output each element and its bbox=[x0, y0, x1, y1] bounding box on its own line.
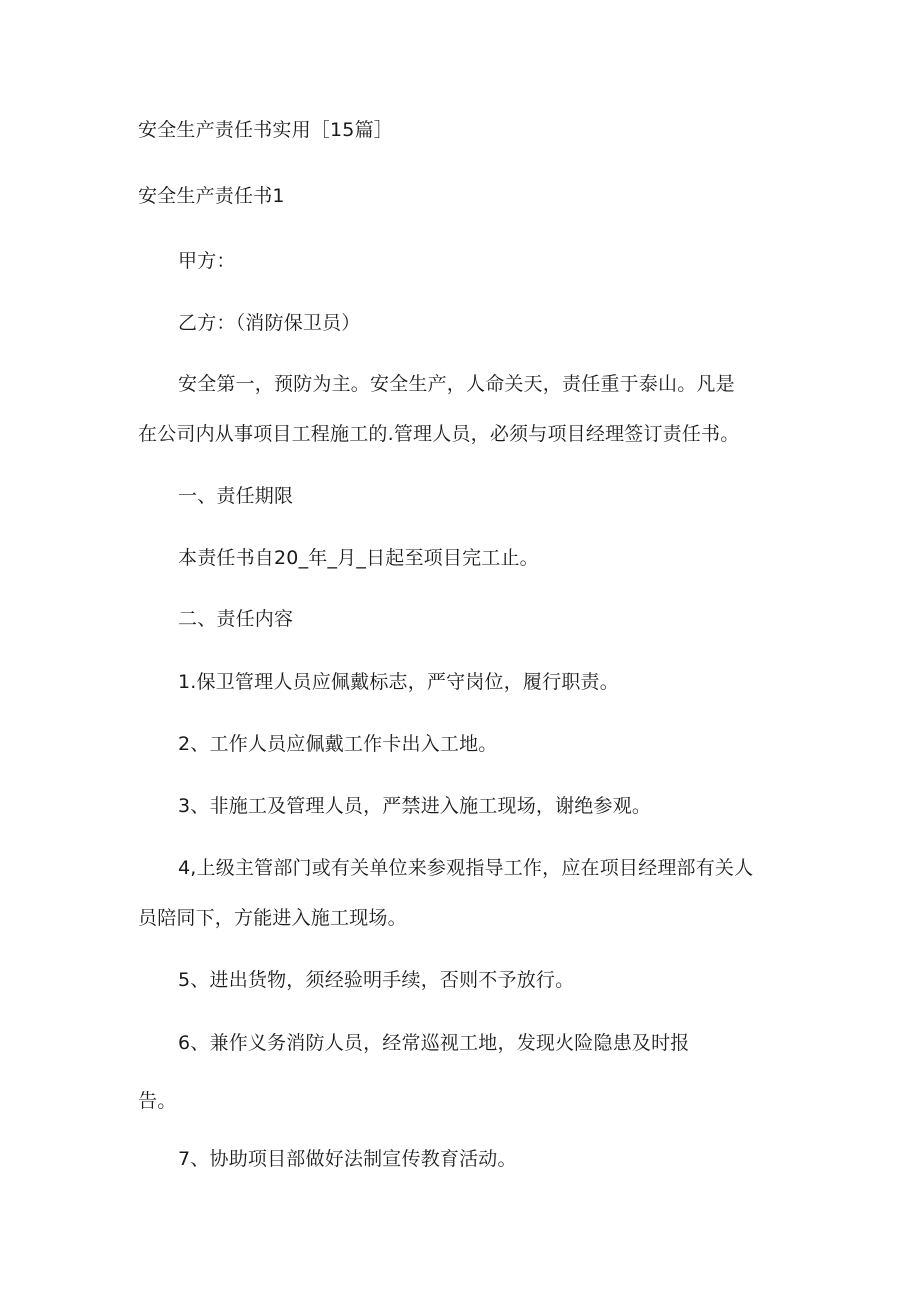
list-item: 5、进出货物，须经验明手续，否则不予放行。 bbox=[178, 969, 575, 991]
list-item-continuation: 告。 bbox=[138, 1090, 177, 1112]
list-item-continuation: 员陪同下，方能进入施工现场。 bbox=[138, 907, 407, 929]
document-title: 安全生产责任书实用［15篇］ bbox=[138, 119, 393, 141]
list-item: 7、协助项目部做好法制宣传教育活动。 bbox=[178, 1148, 517, 1170]
intro-paragraph-line2: 在公司内从事项目工程施工的.管理人员，必须与项目经理签订责任书。 bbox=[138, 423, 740, 445]
list-item: 6、兼作义务消防人员，经常巡视工地，发现火险隐患及时报 bbox=[178, 1032, 690, 1054]
section1-text: 本责任书自20_年_月_日起至项目完工止。 bbox=[178, 547, 539, 569]
section1-heading: 一、责任期限 bbox=[178, 485, 294, 507]
party-b-label: 乙方：（消防保卫员） bbox=[178, 312, 361, 334]
list-item: 2、工作人员应佩戴工作卡出入工地。 bbox=[178, 733, 498, 755]
list-item: 4,上级主管部门或有关单位来参观指导工作，应在项目经理部有关人 bbox=[178, 857, 754, 879]
list-item: 3、非施工及管理人员，严禁进入施工现场，谢绝参观。 bbox=[178, 795, 652, 817]
list-item: 1.保卫管理人员应佩戴标志，严守岗位，履行职责。 bbox=[178, 671, 619, 693]
intro-paragraph-line1: 安全第一，预防为主。安全生产，人命关天，责任重于泰山。凡是 bbox=[178, 373, 735, 395]
document-subtitle: 安全生产责任书1 bbox=[138, 185, 285, 207]
party-a-label: 甲方： bbox=[178, 250, 236, 272]
section2-heading: 二、责任内容 bbox=[178, 608, 294, 630]
